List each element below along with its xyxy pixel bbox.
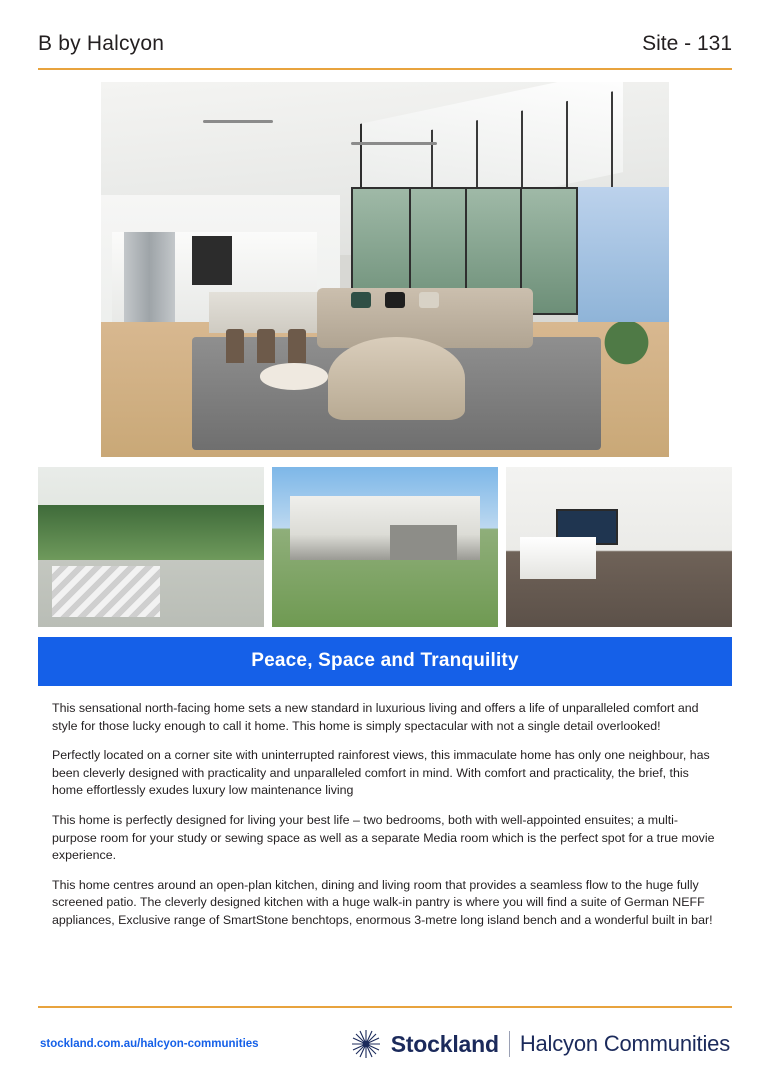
- header-divider: [38, 68, 732, 70]
- hero-indoor-plant: [601, 322, 652, 390]
- body-paragraph: This sensational north-facing home sets a new standard in luxurious living and offers a life of unparalleled comfort and style for those lucky enough to call it home. This home is simply spectacular with not a single detail overlooked!: [52, 701, 699, 733]
- hero-fridge: [124, 232, 175, 322]
- ceiling-fan-icon: [203, 120, 273, 123]
- thumbnail-home-facade: [272, 467, 498, 627]
- body-copy: [38, 700, 732, 930]
- page-footer: [38, 1008, 732, 1080]
- hero-image-wrap: [38, 82, 732, 457]
- hero-armchair: [328, 337, 464, 420]
- thumbnail-media-room: [506, 467, 732, 627]
- logo-separator: [509, 1031, 510, 1057]
- logo-primary-text: Stockland: [390, 1030, 499, 1057]
- page-header: [38, 32, 732, 68]
- body-paragraph: This home is perfectly designed for living your best life – two bedrooms, both with well-appointed ensuites; a multi-purpose room for your study or sewing space as well as a separate Media room which is the perfect spot for a true movie experience.: [52, 813, 715, 863]
- hero-coffee-table: [260, 363, 328, 389]
- body-paragraph: This home centres around an open-plan kitchen, dining and living room that provides a seamless flow to the huge fully screened patio. The cleverly designed kitchen with a huge walk-in pantry is where you will find a suite of German NEFF appliances, Exclusive range of SmartStone benchtops, enormous 3-metre long island bench and a wonderful built in bar!: [52, 877, 713, 928]
- hero-bar-stools: [226, 318, 317, 363]
- starburst-icon: [351, 1029, 381, 1059]
- hero-cushion: [419, 292, 439, 308]
- site-number: Site - 131: [642, 32, 732, 55]
- stockland-halcyon-logo: [351, 1029, 730, 1059]
- ceiling-fan-icon: [351, 142, 437, 145]
- hero-cushion: [385, 292, 405, 308]
- body-paragraph: Perfectly located on a corner site with uninterrupted rainforest views, this immaculate home has only one neighbour, has been cleverly designed with practicality and unparalleled comfort in mind. With comfort and practicality, the brief, this home effortlessly exudes luxury low maintenance living: [52, 748, 710, 798]
- thumbnail-row: [38, 467, 732, 627]
- website-link[interactable]: stockland.com.au/halcyon-communities: [40, 1038, 259, 1050]
- hero-outdoor-view: [578, 187, 669, 322]
- headline-banner: Peace, Space and Tranquility: [38, 637, 732, 686]
- logo-secondary-text: Halcyon Communities: [519, 1031, 730, 1056]
- hero-cushion: [351, 292, 371, 308]
- brand-title: B by Halcyon: [38, 32, 165, 55]
- hero-image-living-room: [101, 82, 669, 457]
- hero-oven: [192, 236, 232, 285]
- thumbnail-alfresco-dining: [38, 467, 264, 627]
